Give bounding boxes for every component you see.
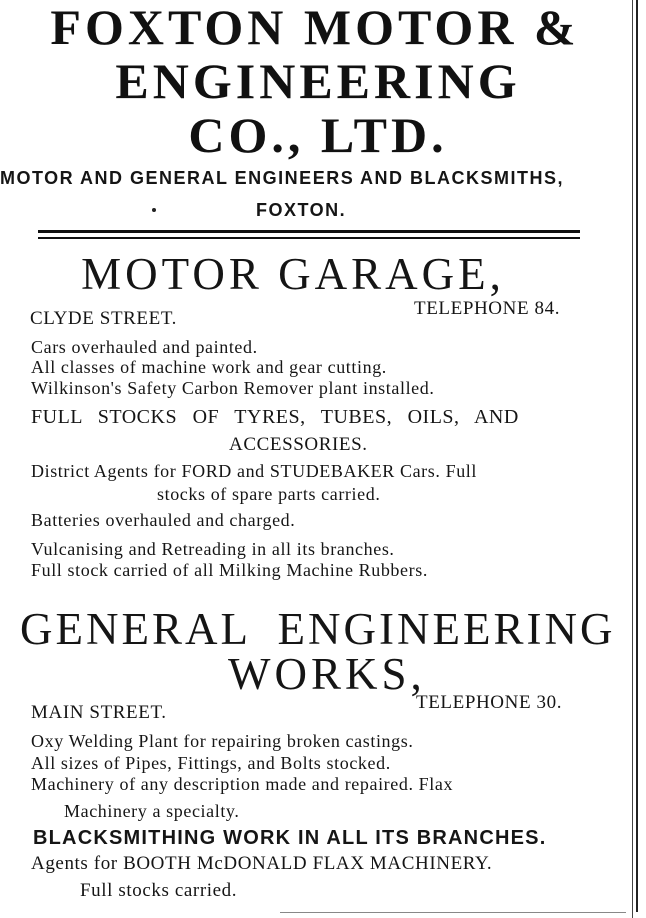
works-line-1: Oxy Welding Plant for repairing broken castings. <box>31 731 414 751</box>
garage-line-2: All classes of machine work and gear cutting. <box>31 357 387 377</box>
garage-agents-1: District Agents for FORD and STUDEBAKER Cars. Full <box>31 461 477 481</box>
garage-line-4: Batteries overhauled and charged. <box>31 510 296 530</box>
company-name-line-3: CO., LTD. <box>188 107 448 163</box>
divider-rule-thin <box>38 237 580 239</box>
divider-rule-thick <box>38 230 580 233</box>
company-name-line-1: FOXTON MOTOR & <box>50 0 580 55</box>
works-telephone: TELEPHONE 30. <box>416 692 563 713</box>
decorative-dot <box>152 208 156 212</box>
works-machinery-1: Machinery of any description made and repaired. Flax <box>31 774 454 794</box>
garage-line-3: Wilkinson's Safety Carbon Remover plant installed. <box>31 378 435 398</box>
works-street: MAIN STREET. <box>31 702 167 723</box>
bottom-border-rule <box>280 912 626 913</box>
garage-line-1: Cars overhauled and painted. <box>31 337 258 357</box>
booth-agents-line: Agents for BOOTH McDONALD FLAX MACHINERY. <box>31 853 493 874</box>
works-line-2: All sizes of Pipes, Fittings, and Bolts stocked. <box>31 753 391 773</box>
works-machinery-2: Machinery a specialty. <box>64 801 240 821</box>
garage-heading: MOTOR GARAGE, <box>81 249 505 299</box>
garage-stocks-2: ACCESSORIES. <box>229 434 368 455</box>
garage-line-6: Full stock carried of all Milking Machine Rubbers. <box>31 560 428 580</box>
garage-street: CLYDE STREET. <box>30 308 177 329</box>
garage-agents-2: stocks of spare parts carried. <box>157 484 381 504</box>
right-border-rule <box>636 0 638 912</box>
company-name-line-2: ENGINEERING <box>115 53 521 109</box>
garage-telephone: TELEPHONE 84. <box>414 298 561 319</box>
works-heading-2: WORKS, <box>228 649 426 699</box>
blacksmithing-line: BLACKSMITHING WORK IN ALL ITS BRANCHES. <box>33 827 547 849</box>
location: FOXTON. <box>256 200 347 220</box>
tagline: MOTOR AND GENERAL ENGINEERS AND BLACKSMITHS, <box>0 168 565 188</box>
booth-stocks-line: Full stocks carried. <box>80 880 238 901</box>
garage-stocks-1: FULL STOCKS OF TYRES, TUBES, OILS, AND <box>31 406 519 428</box>
works-heading-1: GENERAL ENGINEERING <box>20 604 616 654</box>
garage-line-5: Vulcanising and Retreading in all its branches. <box>31 539 395 559</box>
